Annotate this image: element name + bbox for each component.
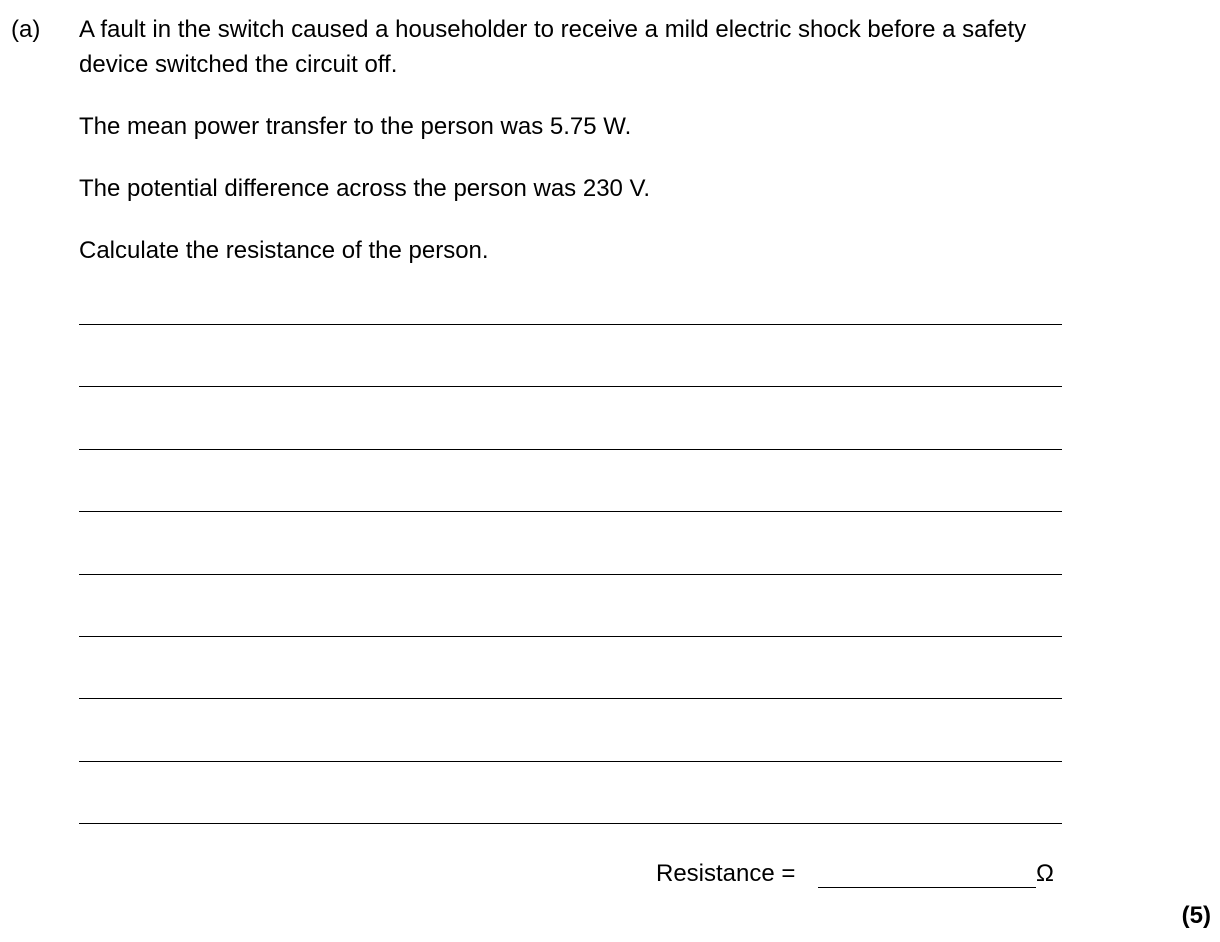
resistance-answer-field[interactable] [818, 887, 1036, 888]
answer-line[interactable] [79, 823, 1062, 824]
answer-line[interactable] [79, 636, 1062, 637]
pd-statement: The potential difference across the person was 230 V. [79, 175, 651, 202]
answer-line[interactable] [79, 324, 1062, 325]
ohm-unit: Ω [1036, 860, 1054, 887]
answer-line[interactable] [79, 449, 1062, 450]
marks-badge: (5) [1181, 902, 1211, 929]
resistance-label: Resistance = [656, 860, 796, 887]
part-label: (a) [11, 16, 41, 43]
answer-line[interactable] [79, 761, 1062, 762]
answer-line[interactable] [79, 386, 1062, 387]
answer-line[interactable] [79, 511, 1062, 512]
question-intro-line-1: A fault in the switch caused a householder to receive a mild electric shock before a safety [79, 16, 1027, 43]
question-intro-line-2: device switched the circuit off. [79, 51, 398, 78]
power-statement: The mean power transfer to the person was 5.75 W. [79, 113, 632, 140]
instruction: Calculate the resistance of the person. [79, 237, 489, 264]
answer-line[interactable] [79, 698, 1062, 699]
answer-line[interactable] [79, 574, 1062, 575]
